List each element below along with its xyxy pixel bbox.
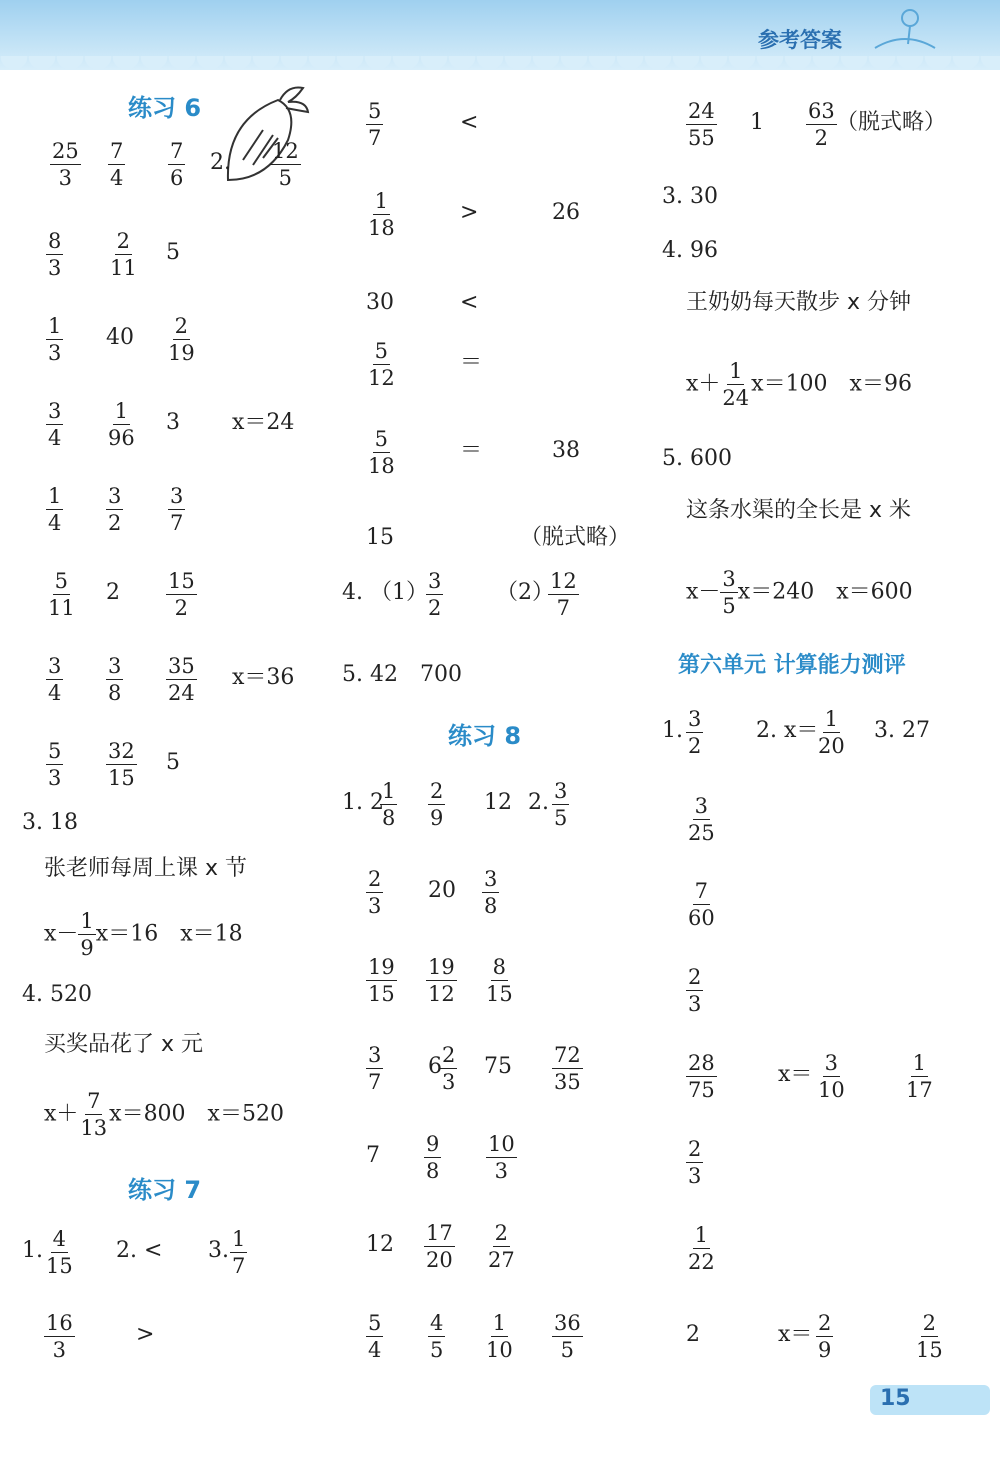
unit-answer-text: 2 [686,1322,700,1347]
p8-answer-fraction: $\frac{1}{8}$ [382,779,396,831]
left-answer-text: 2 [106,580,120,605]
heading-exercise-6: 练习 6 [128,94,202,122]
right-answer-text: （脱式略） [836,110,947,135]
p8-answer-fraction: $\frac{1}{10}$ [486,1311,513,1363]
left-answer-fraction: $\frac{3}{4}$ [48,654,62,706]
unit-answer-fraction: $\frac{1}{20}$ [818,707,845,759]
header-band [0,0,1000,70]
left-answer-fraction: $\frac{5}{3}$ [48,739,62,791]
header-title: 参考答案 [758,28,842,52]
mid-answer-text: （2） [496,580,554,605]
p8-answer-fraction: $\frac{2}{3}$ [368,867,382,919]
p7-answer-text: 2. < [116,1238,163,1263]
right-answer-fraction: $\frac{63}{2}$ [808,99,835,151]
answer-q3: 3. 18 [22,810,78,835]
p7-answer-text: 3. [208,1238,229,1263]
left-answer-fraction: $\frac{7}{6}$ [170,139,184,191]
left-answer-fraction: $\frac{3}{2}$ [108,484,122,536]
unit-answer-text: 1. [662,718,683,743]
left-answer-text: 5 [166,750,180,775]
mid-answer-text: 15 [366,525,394,550]
unit-answer-text: 3. 27 [874,718,930,743]
answer-q4: 4. 520 [22,982,92,1007]
p7-answer-text: 1. [22,1238,43,1263]
unit-answer-fraction: $\frac{2}{3}$ [688,965,702,1017]
p8-answer-fraction: $\frac{36}{5}$ [554,1311,581,1363]
left-answer-text: 2. [210,150,231,175]
unit-answer-fraction: $\frac{28}{75}$ [688,1051,715,1103]
mid-answer-fraction: $\frac{3}{2}$ [428,569,442,621]
p8-answer-text: 12 [484,790,512,815]
p8-answer-fraction: $\frac{72}{35}$ [554,1043,581,1095]
unit-answer-fraction: $\frac{3}{2}$ [688,707,702,759]
answer-r-q4-equation: x＋ $\frac{1}{24}$ x＝100 x＝96 [686,359,912,411]
p8-answer-text: 7 [366,1143,380,1168]
page-number: 15 [880,1386,911,1411]
answer-r-q3: 3. 30 [662,184,718,209]
mid-answer-text: 4. （1） [342,580,428,605]
p8-answer-fraction: $\frac{3}{5}$ [554,779,568,831]
left-answer-fraction: $\frac{12}{5}$ [272,139,299,191]
unit-answer-fraction: $\frac{1}{22}$ [688,1223,715,1275]
unit-answer-fraction: $\frac{2}{15}$ [916,1311,943,1363]
p8-answer-text: 75 [484,1054,512,1079]
mid-answer-text: > [460,200,479,225]
left-answer-fraction: $\frac{32}{15}$ [108,739,135,791]
left-answer-fraction: $\frac{35}{24}$ [168,654,195,706]
answer-q4-text: 买奖品花了 x 元 [44,1032,204,1057]
mid-answer-text: 5. 42 700 [342,662,462,687]
p7-answer-fraction: $\frac{16}{3}$ [46,1311,73,1363]
heading-exercise-7: 练习 7 [128,1176,202,1204]
left-answer-fraction: $\frac{1}{4}$ [48,484,62,536]
left-answer-fraction: $\frac{2}{19}$ [168,314,195,366]
mid-answer-fraction: $\frac{5}{18}$ [368,427,395,479]
left-answer-fraction: $\frac{2}{11}$ [110,229,137,281]
p8-answer-fraction: $\frac{8}{15}$ [486,955,513,1007]
mid-answer-text: < [460,290,479,315]
left-answer-fraction: $\frac{3}{4}$ [48,399,62,451]
unit-answer-fraction: $\frac{7}{60}$ [688,879,715,931]
p8-answer-fraction: $\frac{10}{3}$ [488,1132,515,1184]
right-answer-text: 1 [750,110,764,135]
answer-r-q4: 4. 96 [662,238,718,263]
left-answer-fraction: $\frac{5}{11}$ [48,569,75,621]
mid-answer-fraction: $\frac{5}{12}$ [368,339,395,391]
p8-answer-fraction: $\frac{2}{27}$ [488,1221,515,1273]
answer-q3-text: 张老师每周上课 x 节 [44,856,248,881]
mid-answer-text: 26 [552,200,580,225]
mid-answer-text: 38 [552,438,580,463]
left-answer-text: x＝36 [232,665,295,690]
p8-answer-fraction: $\frac{3}{8}$ [484,867,498,919]
unit-answer-fraction: $\frac{1}{17}$ [906,1051,933,1103]
right-answer-fraction: $\frac{24}{55}$ [688,99,715,151]
heading-unit-6-test: 第六单元 计算能力测评 [678,653,906,678]
answer-q4-equation: x＋ $\frac{7}{13}$ x＝800 x＝520 [44,1089,284,1141]
answer-r-q4-text: 王奶奶每天散步 x 分钟 [686,290,912,315]
p8-answer-text: 1. 2 [342,790,384,815]
p8-answer-fraction: $\frac{2}{9}$ [430,779,444,831]
p8-answer-text: 12 [366,1232,394,1257]
mid-answer-text: ＝ [460,438,483,463]
unit-answer-text: x＝ [778,1062,813,1087]
p8-answer-fraction: $\frac{5}{4}$ [368,1311,382,1363]
left-answer-text: 5 [166,240,180,265]
p7-answer-fraction: $\frac{4}{15}$ [46,1227,73,1279]
heading-exercise-8: 练习 8 [448,722,522,750]
p8-answer-fraction: $\frac{3}{7}$ [368,1043,382,1095]
answer-q3-equation: x－ $\frac{1}{9}$ x＝16 x＝18 [44,909,243,961]
left-answer-fraction: $\frac{7}{4}$ [110,139,124,191]
p8-answer-fraction: $\frac{17}{20}$ [426,1221,453,1273]
left-answer-text: 3 [166,410,180,435]
left-answer-fraction: $\frac{1}{3}$ [48,314,62,366]
p8-answer-text: 2. [528,790,549,815]
left-answer-text: x＝24 [232,410,295,435]
mid-answer-text: （脱式略） [520,525,631,550]
left-answer-fraction: $\frac{25}{3}$ [52,139,79,191]
decorative-figure-icon [870,0,940,60]
p8-answer-fraction: $\frac{9}{8}$ [426,1132,440,1184]
answer-r-q5-text: 这条水渠的全长是 x 米 [686,498,912,523]
left-answer-fraction: $\frac{8}{3}$ [48,229,62,281]
unit-answer-fraction: $\frac{2}{3}$ [688,1137,702,1189]
mid-answer-text: ＝ [460,350,483,375]
p8-answer-text: 6 [428,1054,442,1079]
left-answer-fraction: $\frac{1}{96}$ [108,399,135,451]
left-answer-fraction: $\frac{15}{2}$ [168,569,195,621]
mid-answer-fraction: $\frac{1}{18}$ [368,189,395,241]
answer-r-q5-equation: x－ $\frac{3}{5}$ x＝240 x＝600 [686,567,913,619]
p8-answer-fraction: $\frac{2}{3}$ [442,1043,456,1095]
p8-answer-fraction: $\frac{19}{15}$ [368,955,395,1007]
left-answer-fraction: $\frac{3}{8}$ [108,654,122,706]
left-answer-fraction: $\frac{3}{7}$ [170,484,184,536]
left-answer-text: 40 [106,325,134,350]
unit-answer-text: x＝ [778,1322,813,1347]
unit-answer-fraction: $\frac{3}{10}$ [818,1051,845,1103]
p8-answer-fraction: $\frac{4}{5}$ [430,1311,444,1363]
mid-answer-fraction: $\frac{12}{7}$ [550,569,577,621]
mid-answer-text: 30 [366,290,394,315]
p7-answer-fraction: $\frac{1}{7}$ [232,1227,246,1279]
p7-answer-text: > [136,1322,155,1347]
mid-answer-fraction: $\frac{5}{7}$ [368,99,382,151]
p8-answer-fraction: $\frac{19}{12}$ [428,955,455,1007]
unit-answer-fraction: $\frac{2}{9}$ [818,1311,832,1363]
p8-answer-text: 20 [428,878,456,903]
unit-answer-fraction: $\frac{3}{25}$ [688,794,715,846]
answer-r-q5: 5. 600 [662,446,732,471]
unit-answer-text: 2. x＝ [756,718,819,743]
mid-answer-text: < [460,110,479,135]
